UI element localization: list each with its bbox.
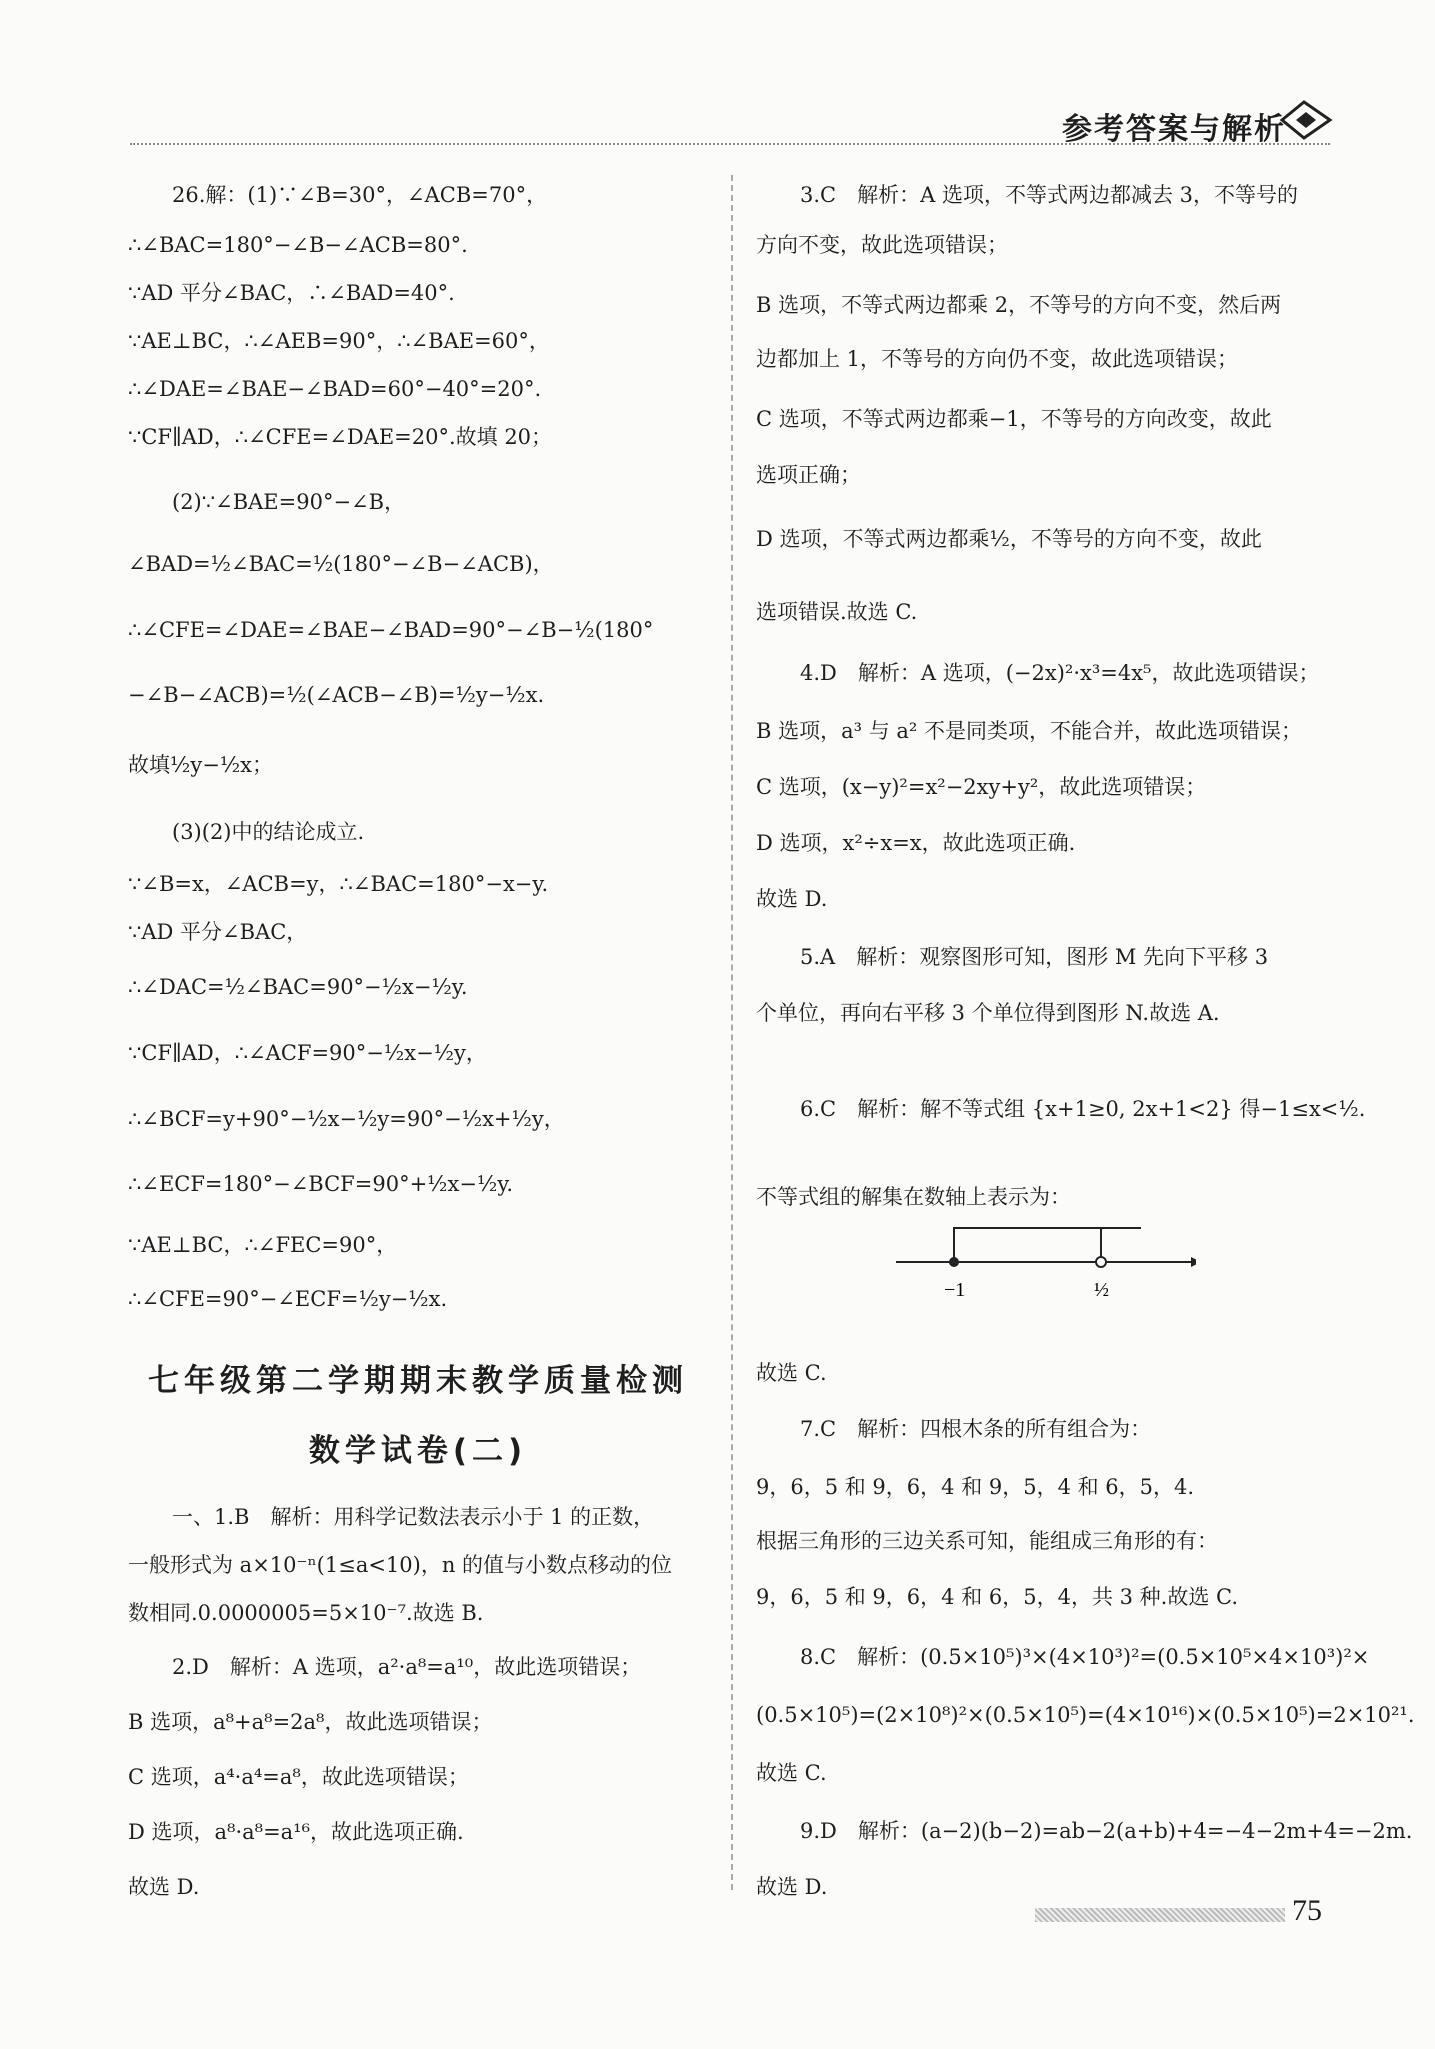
text-line: 方向不变，故此选项错误； xyxy=(756,233,1008,257)
text-line: ∵AE⊥BC，∴∠AEB=90°，∴∠BAE=60°， xyxy=(128,329,550,353)
text-line: ∵AE⊥BC，∴∠FEC=90°， xyxy=(128,1233,398,1257)
text-line: 不等式组的解集在数轴上表示为： xyxy=(756,1185,1071,1209)
text-line: ∵AD 平分∠BAC，∴∠BAD=40°. xyxy=(128,281,455,305)
text-line: 数相同.0.0000005=5×10⁻⁷.故选 B. xyxy=(128,1601,484,1625)
text-line: 9.D 解析：(a−2)(b−2)=ab−2(a+b)+4=−4−2m+4=−2m. xyxy=(800,1819,1413,1843)
text-line: 9，6，5 和 9，6，4 和 6，5，4，共 3 种.故选 C. xyxy=(756,1585,1239,1609)
text-line: (3)(2)中的结论成立. xyxy=(172,820,365,844)
text-line: 3.C 解析：A 选项，不等式两边都减去 3，不等号的 xyxy=(800,183,1298,207)
text-line: ∴∠BCF=y+90°−½x−½y=90°−½x+½y， xyxy=(128,1107,565,1131)
text-line: 一般形式为 a×10⁻ⁿ(1≤a<10)，n 的值与小数点移动的位 xyxy=(128,1553,673,1577)
text-line: 个单位，再向右平移 3 个单位得到图形 N.故选 A. xyxy=(756,1001,1220,1025)
text-line: ∴∠ECF=180°−∠BCF=90°+½x−½y. xyxy=(128,1172,514,1196)
column-divider xyxy=(731,175,733,1890)
text-line: D 选项，不等式两边都乘½，不等号的方向不变，故此 xyxy=(756,527,1262,551)
text-line: C 选项，a⁴·a⁴=a⁸，故此选项错误； xyxy=(128,1765,469,1789)
text-line: 6.C 解析：解不等式组 {x+1≥0, 2x+1<2} 得−1≤x<½. xyxy=(800,1097,1366,1121)
text-line: B 选项，不等式两边都乘 2，不等号的方向不变，然后两 xyxy=(756,293,1282,317)
text-line: 选项错误.故选 C. xyxy=(756,600,918,624)
text-line: ∵AD 平分∠BAC， xyxy=(128,920,308,944)
axis-label: ½ xyxy=(1094,1279,1109,1301)
section-subtitle: 数学试卷(二) xyxy=(308,1433,528,1469)
text-line: 2.D 解析：A 选项，a²·a⁸=a¹⁰，故此选项错误； xyxy=(172,1655,642,1679)
text-line: 故选 D. xyxy=(756,1875,828,1899)
text-line: 故选 C. xyxy=(756,1361,827,1385)
header-rule xyxy=(130,143,1330,145)
text-line: ∵∠B=x，∠ACB=y，∴∠BAC=180°−x−y. xyxy=(128,872,549,896)
text-line: ∴∠CFE=∠DAE=∠BAE−∠BAD=90°−∠B−½(180° xyxy=(128,618,654,642)
text-line: 故填½y−½x； xyxy=(128,753,274,777)
text-line: C 选项，(x−y)²=x²−2xy+y²，故此选项错误； xyxy=(756,775,1207,799)
text-line: 5.A 解析：观察图形可知，图形 M 先向下平移 3 xyxy=(800,945,1269,969)
text-line: 选项正确； xyxy=(756,463,861,487)
text-line: ∵CF∥AD，∴∠CFE=∠DAE=20°.故填 20； xyxy=(128,425,553,449)
text-line: (0.5×10⁵)=(2×10⁸)²×(0.5×10⁵)=(4×10¹⁶)×(0.5×10⁵)=2×10²¹. xyxy=(756,1703,1415,1727)
text-line: C 选项，不等式两边都乘−1，不等号的方向改变，故此 xyxy=(756,407,1272,431)
text-line: ∠BAD=½∠BAC=½(180°−∠B−∠ACB)， xyxy=(128,552,554,576)
text-line: ∴∠DAC=½∠BAC=90°−½x−½y. xyxy=(128,975,468,999)
footer-decoration xyxy=(1035,1908,1285,1922)
text-line: ∴∠CFE=90°−∠ECF=½y−½x. xyxy=(128,1287,448,1311)
closed-point xyxy=(949,1257,959,1267)
text-line: 26.解：(1)∵∠B=30°，∠ACB=70°， xyxy=(172,183,548,207)
text-line: 9，6，5 和 9，6，4 和 9，5，4 和 6，5，4. xyxy=(756,1475,1195,1499)
text-line: ∵CF∥AD，∴∠ACF=90°−½x−½y， xyxy=(128,1041,487,1065)
open-point xyxy=(1096,1257,1106,1267)
text-line: −∠B−∠ACB)=½(∠ACB−∠B)=½y−½x. xyxy=(128,683,545,707)
text-line: D 选项，x²÷x=x，故此选项正确. xyxy=(756,831,1076,855)
text-line: 根据三角形的三边关系可知，能组成三角形的有： xyxy=(756,1529,1218,1553)
axis-label: −1 xyxy=(944,1279,966,1301)
text-line: (2)∵∠BAE=90°−∠B， xyxy=(172,490,406,514)
text-line: B 选项，a³ 与 a² 不是同类项，不能合并，故此选项错误； xyxy=(756,719,1303,743)
header-logo-icon xyxy=(1278,98,1334,142)
text-line: D 选项，a⁸·a⁸=a¹⁶，故此选项正确. xyxy=(128,1820,464,1844)
text-line: B 选项，a⁸+a⁸=2a⁸，故此选项错误； xyxy=(128,1710,493,1734)
page-number: 75 xyxy=(1292,1894,1322,1927)
text-line: ∴∠DAE=∠BAE−∠BAD=60°−40°=20°. xyxy=(128,377,542,401)
text-line: 8.C 解析：(0.5×10⁵)³×(4×10³)²=(0.5×10⁵×4×10³)²× xyxy=(800,1645,1370,1669)
text-line: 边都加上 1，不等号的方向仍不变，故此选项错误； xyxy=(756,347,1239,371)
text-line: 4.D 解析：A 选项，(−2x)²·x³=4x⁵，故此选项错误； xyxy=(800,661,1320,685)
text-line: 故选 C. xyxy=(756,1761,827,1785)
text-line: 一、1.B 解析：用科学记数法表示小于 1 的正数， xyxy=(172,1505,655,1529)
number-line-figure xyxy=(896,1224,1196,1324)
text-line: 7.C 解析：四根木条的所有组合为： xyxy=(800,1417,1152,1441)
section-title: 七年级第二学期期末教学质量检测 xyxy=(148,1363,688,1399)
text-line: 故选 D. xyxy=(756,887,828,911)
text-line: 故选 D. xyxy=(128,1875,200,1899)
text-line: ∴∠BAC=180°−∠B−∠ACB=80°. xyxy=(128,233,468,257)
header-title: 参考答案与解析 xyxy=(1062,112,1286,147)
